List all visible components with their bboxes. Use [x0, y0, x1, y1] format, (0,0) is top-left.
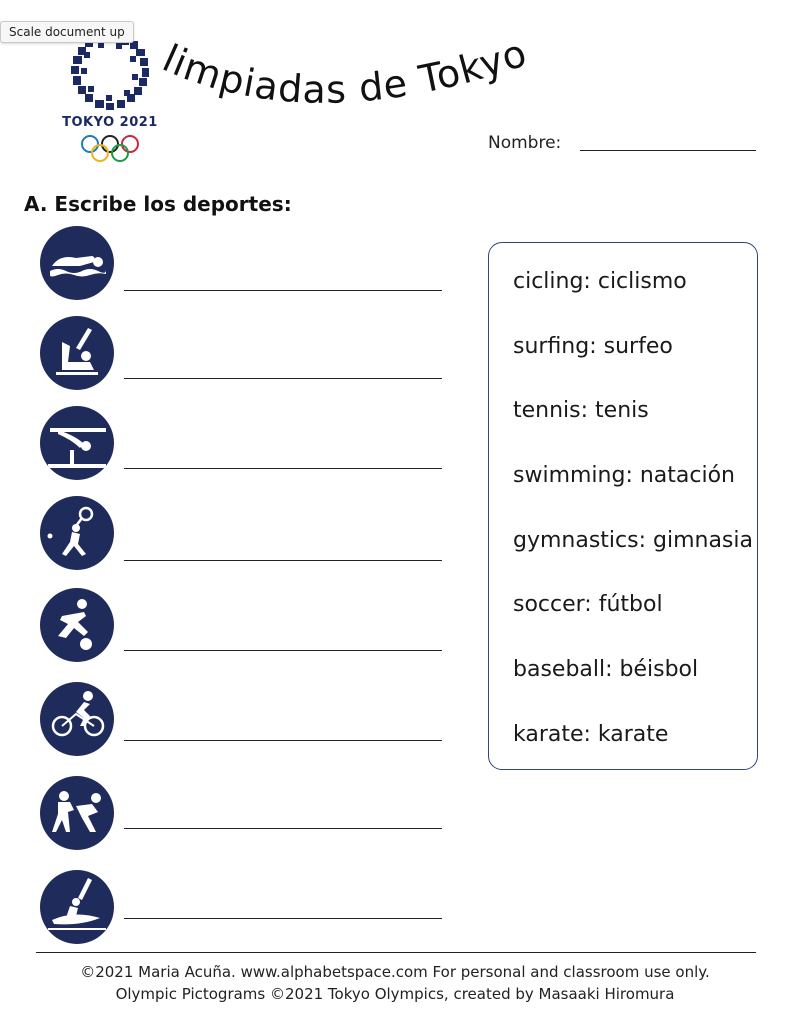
footer-divider	[36, 952, 756, 953]
worksheet-title	[150, 28, 570, 138]
karate-kumite-icon	[40, 776, 114, 850]
answer-line[interactable]	[124, 560, 442, 561]
answer-line[interactable]	[124, 290, 442, 291]
swimming-icon	[40, 226, 114, 300]
word-bank-item: karate: karate	[513, 722, 669, 747]
sport-row-gymnastics	[40, 406, 450, 480]
scale-document-up-tooltip: Scale document up	[0, 21, 134, 43]
answer-line[interactable]	[124, 828, 442, 829]
surfing-icon	[40, 870, 114, 944]
title-text: limpiadas de Tokyo	[156, 30, 533, 112]
word-bank-item: tennis: tenis	[513, 398, 649, 423]
answer-line[interactable]	[124, 918, 442, 919]
soccer-icon	[40, 588, 114, 662]
tennis-icon	[40, 496, 114, 570]
word-bank-item: swimming: natación	[513, 463, 735, 488]
sport-row-tennis	[40, 496, 450, 570]
karate-kata-icon	[40, 316, 114, 390]
sport-row-surfing	[40, 870, 450, 944]
word-bank-item: cicling: ciclismo	[513, 269, 687, 294]
olympic-rings-icon	[80, 134, 140, 164]
answer-line[interactable]	[124, 740, 442, 741]
nombre-label: Nombre:	[488, 133, 562, 153]
word-bank-item: soccer: fútbol	[513, 592, 663, 617]
gymnastics-icon	[40, 406, 114, 480]
footer-copyright: ©2021 Maria Acuña. www.alphabetspace.com For personal and classroom use only.	[80, 963, 710, 981]
word-bank-item: baseball: béisbol	[513, 657, 699, 682]
word-bank-item: gymnastics: gimnasia	[513, 528, 753, 553]
section-a-title: A. Escribe los deportes:	[24, 192, 292, 216]
sport-row-soccer	[40, 588, 450, 662]
answer-line[interactable]	[124, 468, 442, 469]
sport-row-karate-kumite	[40, 776, 450, 850]
footer-credits: Olympic Pictograms ©2021 Tokyo Olympics, created by Masaaki Hiromura	[115, 985, 675, 1003]
tokyo-2021-logo	[62, 30, 158, 170]
word-bank-box	[488, 242, 758, 770]
cycling-icon	[40, 682, 114, 756]
sport-row-cycling	[40, 682, 450, 756]
sport-row-swimming	[40, 226, 450, 300]
sport-row-karate-kata	[40, 316, 450, 390]
answer-line[interactable]	[124, 378, 442, 379]
word-bank-item: surfing: surfeo	[513, 334, 673, 359]
svg-text:limpiadas de Tokyo	[156, 30, 532, 112]
answer-line[interactable]	[124, 650, 442, 651]
nombre-field[interactable]	[580, 150, 756, 151]
logo-text: TOKYO 2021	[62, 115, 158, 130]
